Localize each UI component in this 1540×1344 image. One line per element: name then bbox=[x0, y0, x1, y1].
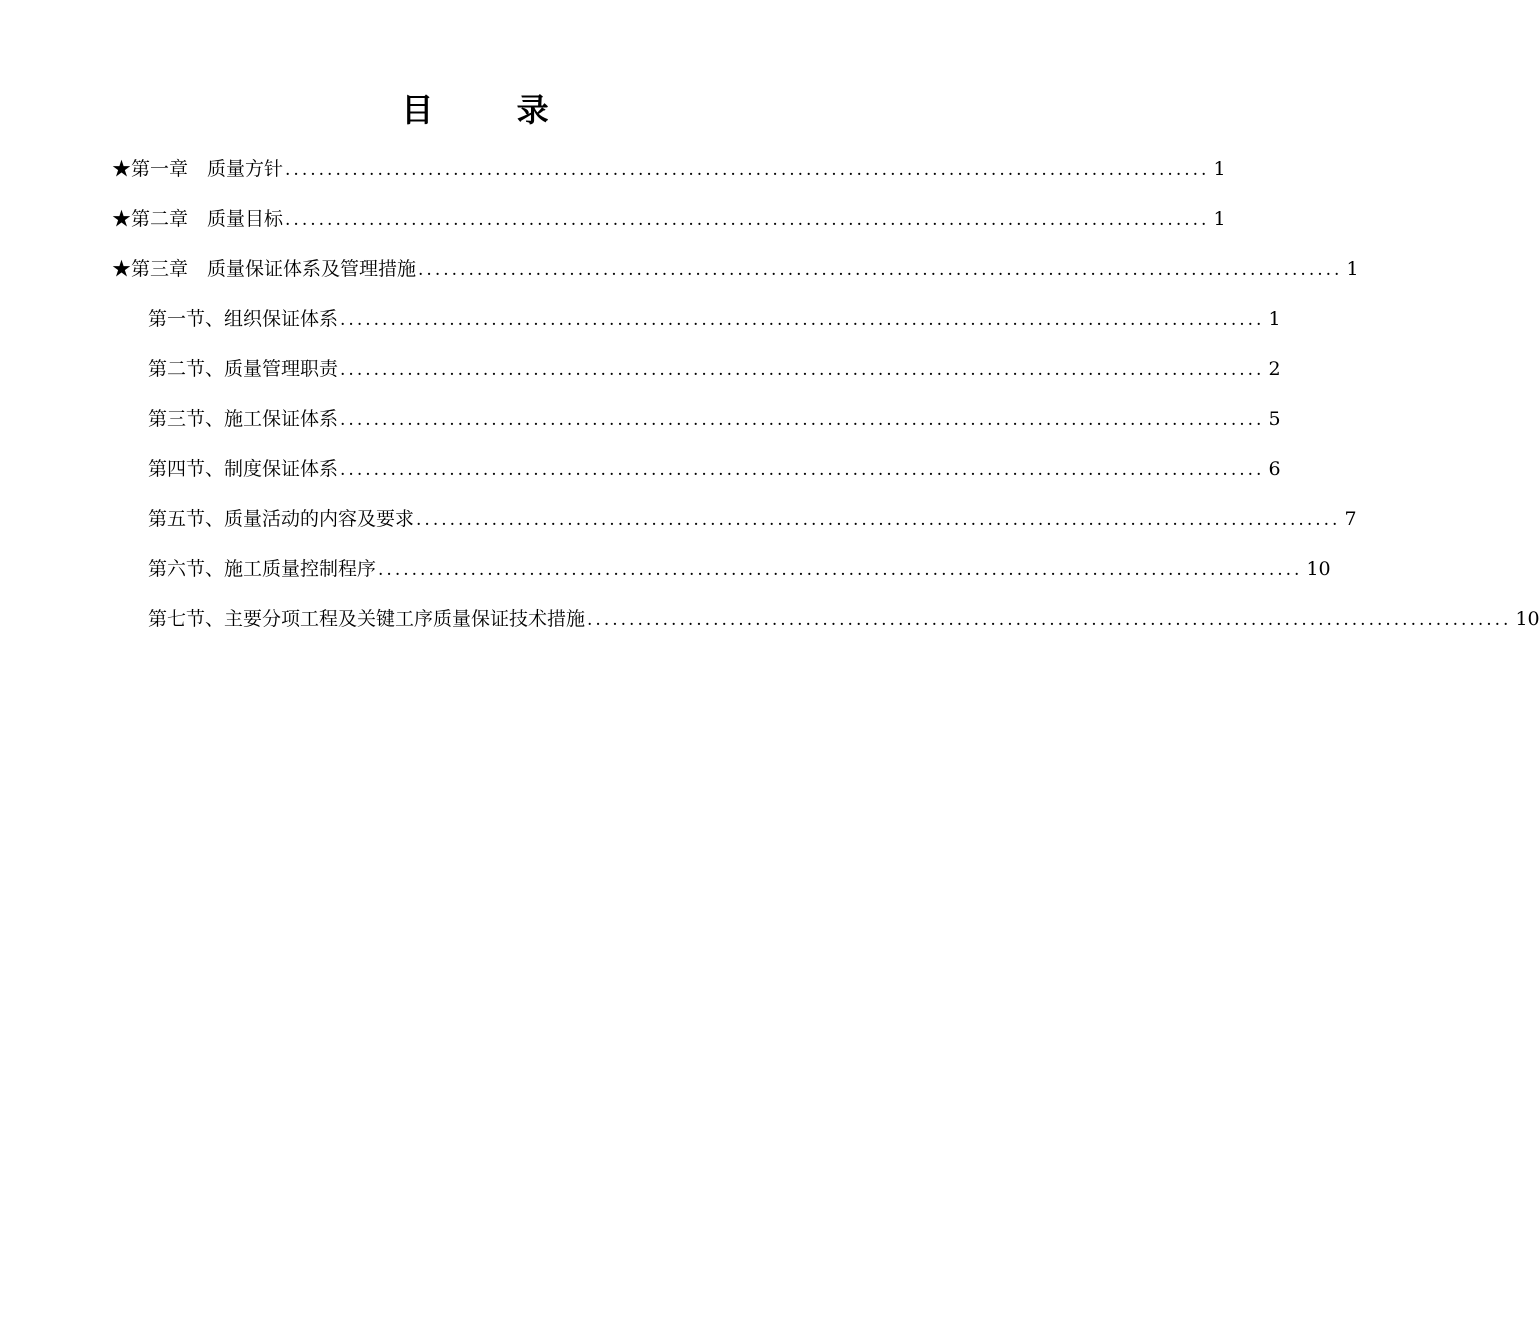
toc-dot-leader: .............................................................................................................. bbox=[340, 460, 1265, 480]
toc-entry-section-3[interactable] bbox=[112, 400, 1281, 450]
toc-entry-text: 第四节、制度保证体系 bbox=[148, 458, 339, 480]
toc-dot-leader: .............................................................................................................. bbox=[587, 610, 1512, 630]
toc-page-number: 1 bbox=[1268, 308, 1281, 330]
toc-dot-leader: .............................................................................................................. bbox=[418, 260, 1343, 280]
toc-dot-leader: .............................................................................................................. bbox=[285, 210, 1210, 230]
toc-entry-text: 第七节、主要分项工程及关键工序质量保证技术措施 bbox=[148, 608, 586, 630]
toc-entry-chapter-1[interactable] bbox=[112, 150, 1226, 200]
toc-dot-leader: .............................................................................................................. bbox=[378, 560, 1303, 580]
toc-entry-text: ★第三章 质量保证体系及管理措施 bbox=[112, 258, 417, 280]
toc-entry-section-4[interactable] bbox=[112, 450, 1281, 500]
toc-page-number: 1 bbox=[1213, 208, 1226, 230]
toc-entry-chapter-2[interactable] bbox=[112, 200, 1226, 250]
toc-dot-leader: .............................................................................................................. bbox=[340, 410, 1265, 430]
toc-list bbox=[112, 150, 1540, 650]
toc-entry-section-6[interactable] bbox=[112, 550, 1331, 600]
toc-entry-section-5[interactable] bbox=[112, 500, 1357, 550]
toc-page-number: 1 bbox=[1346, 258, 1359, 280]
toc-dot-leader: .............................................................................................................. bbox=[340, 360, 1265, 380]
toc-entry-section-2[interactable] bbox=[112, 350, 1281, 400]
toc-page-number: 5 bbox=[1268, 408, 1281, 430]
toc-entry-text: 第二节、质量管理职责 bbox=[148, 358, 339, 380]
toc-page-number: 7 bbox=[1344, 508, 1357, 530]
toc-entry-section-7[interactable] bbox=[112, 600, 1540, 650]
toc-entry-text: ★第二章 质量目标 bbox=[112, 208, 284, 230]
toc-entry-text: ★第一章 质量方针 bbox=[112, 158, 284, 180]
toc-entry-chapter-3[interactable] bbox=[112, 250, 1359, 300]
toc-entry-text: 第五节、质量活动的内容及要求 bbox=[148, 508, 415, 530]
toc-page-number: 10 bbox=[1306, 558, 1331, 580]
toc-page-number: 6 bbox=[1268, 458, 1281, 480]
toc-entry-text: 第一节、组织保证体系 bbox=[148, 308, 339, 330]
toc-title: 目 录 bbox=[401, 91, 585, 129]
toc-entry-section-1[interactable] bbox=[112, 300, 1281, 350]
toc-dot-leader: .............................................................................................................. bbox=[285, 160, 1210, 180]
toc-page-number: 2 bbox=[1268, 358, 1281, 380]
toc-entry-text: 第六节、施工质量控制程序 bbox=[148, 558, 377, 580]
toc-page-number: 10 bbox=[1515, 608, 1540, 630]
toc-entry-text: 第三节、施工保证体系 bbox=[148, 408, 339, 430]
toc-page-number: 1 bbox=[1213, 158, 1226, 180]
toc-dot-leader: .............................................................................................................. bbox=[340, 310, 1265, 330]
toc-dot-leader: .............................................................................................................. bbox=[416, 510, 1341, 530]
